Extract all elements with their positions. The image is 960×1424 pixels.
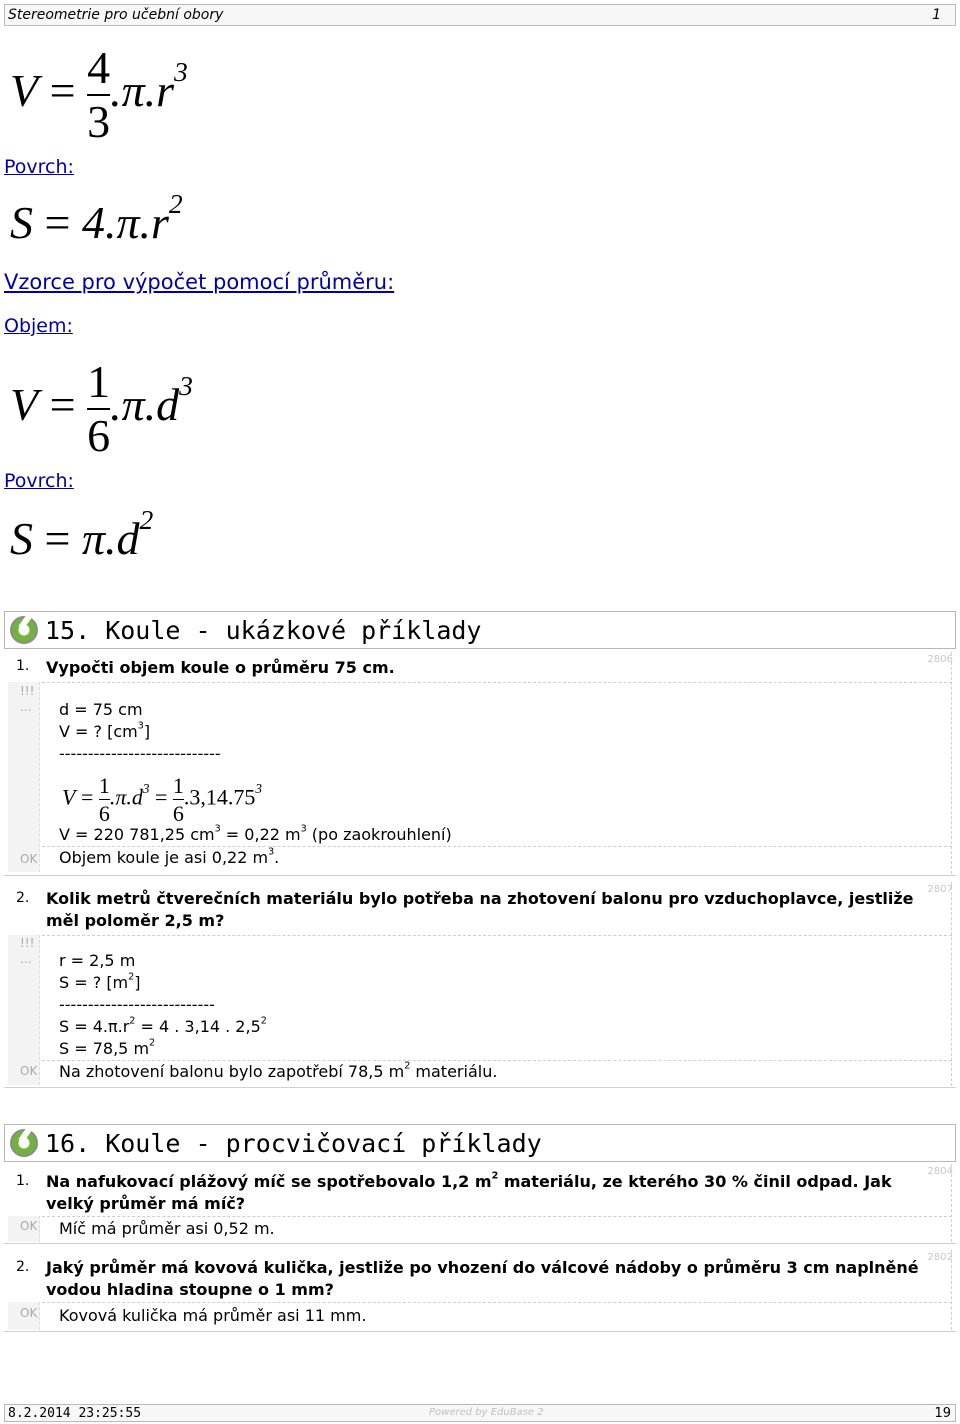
- answer-line: Na zhotovení balonu bylo zapotřebí 78,5 $m^2$ materiálu.: [59, 1060, 498, 1081]
- solution-line: S = 78,5 $m^2$: [59, 1037, 156, 1058]
- powered-by-text: Powered by EduBase 2: [429, 1407, 544, 1418]
- solution-line: S = ? $[m^2]$: [59, 971, 141, 992]
- task-number: 2.: [16, 1259, 30, 1275]
- answer-marker: OK: [20, 852, 38, 866]
- task-16-1: [4, 1164, 956, 1244]
- solution-line: ----------------------------: [59, 744, 221, 763]
- solution-line: d = 75 cm: [59, 700, 143, 719]
- task-border: [951, 882, 952, 1086]
- heading-diameter-formulas: Vzorce pro výpočet pomocí průměru:: [4, 270, 395, 294]
- divider: [42, 1302, 952, 1303]
- hint-marker: !!!: [20, 684, 35, 698]
- section-title: 16. Koule - procvičovací příklady: [45, 1129, 542, 1158]
- formula-surface-diameter: $S = \pi.d^2$: [10, 504, 154, 564]
- formula-volume-diameter: V = $\frac{1}{6}$ $.\pi.d^3$: [10, 356, 193, 462]
- edubase-logo-icon: [10, 1129, 38, 1157]
- page-header: [4, 4, 956, 26]
- task-id: 2807: [927, 884, 953, 895]
- answer-line: Míč má průměr asi 0,52 m.: [59, 1219, 275, 1238]
- answer-marker: OK: [20, 1219, 38, 1233]
- formula-volume-radius: V = $\frac{4}{3}$ $.\pi.r^3$: [10, 42, 188, 148]
- label-surface-2: Povrch:: [4, 470, 74, 492]
- hint-marker: !!!: [20, 936, 35, 950]
- divider: [42, 935, 952, 936]
- answer-marker: OK: [20, 1306, 38, 1320]
- task-id: 2804: [927, 1166, 953, 1177]
- task-question: Kolik metrů čtverečních materiálu bylo potřeba na zhotovení balonu pro vzduchoplavce, jestliže měl poloměr 2,5 m?: [46, 889, 914, 930]
- task-number: 1.: [16, 1173, 30, 1189]
- section-15-header: [4, 611, 956, 649]
- task-15-1: [4, 652, 956, 876]
- document-title: Stereometrie pro učební obory: [8, 7, 224, 23]
- answer-line: Objem koule je asi 0,22 $m^3$.: [59, 846, 280, 867]
- footer-page-number: 19: [934, 1406, 951, 1421]
- solution-result: V = 220 781,25 $cm^3 = 0,22$ $m^3$ (po zaokrouhlení): [59, 823, 452, 844]
- answer-marker: OK: [20, 1064, 38, 1078]
- task-number: 2.: [16, 890, 30, 906]
- solution-line: ---------------------------: [59, 995, 215, 1014]
- task-id: 2802: [927, 1252, 953, 1263]
- task-border: [951, 1250, 952, 1330]
- task-question: Jaký průměr má kovová kulička, jestliže po vhození do válcové nádoby o průměru 3 cm naplněné vodou hladina stoupne o 1 mm?: [46, 1258, 919, 1299]
- task-question: Vypočti objem koule o průměru 75 cm.: [46, 658, 395, 677]
- solution-line: $S = 4.\pi.r^2 = 4$ . 3,14 . $2,5^2$: [59, 1015, 267, 1036]
- task-border: [951, 1164, 952, 1242]
- task-number: 1.: [16, 658, 30, 674]
- solution-line: r = 2,5 m: [59, 951, 136, 970]
- divider: [42, 682, 952, 683]
- solution-line: V = ? $[cm^3]$: [59, 720, 151, 741]
- section-16-header: [4, 1124, 956, 1162]
- header-page-number: 1: [932, 7, 941, 23]
- solution-formula: V = $\frac{1}{6}$ $.\pi.d^3$ = $\frac{1}{6}$ .3,14.75$^3$: [62, 773, 263, 827]
- task-border: [951, 652, 952, 874]
- section-title: 15. Koule - ukázkové příklady: [45, 616, 482, 645]
- solution-marker: ...: [20, 952, 32, 966]
- answer-line: Kovová kulička má průměr asi 11 mm.: [59, 1306, 367, 1325]
- label-volume: Objem:: [4, 315, 73, 337]
- task-id: 2806: [927, 654, 953, 665]
- task-question: Na nafukovací plážový míč se spotřebovalo 1,2 $m^2$ materiálu, ze kterého 30 % činil odpad. Jak velký průměr má míč?: [46, 1170, 892, 1213]
- task-16-2: [4, 1250, 956, 1332]
- footer-date: 8.2.2014 23:25:55: [8, 1406, 142, 1421]
- formula-surface-radius: $S = 4.\pi.r^2$: [10, 188, 183, 248]
- task-15-2: [4, 882, 956, 1088]
- label-surface-1: Povrch:: [4, 156, 74, 178]
- solution-marker: ...: [20, 700, 32, 714]
- edubase-logo-icon: [10, 616, 38, 644]
- divider: [42, 1216, 952, 1217]
- page-footer: [4, 1404, 956, 1422]
